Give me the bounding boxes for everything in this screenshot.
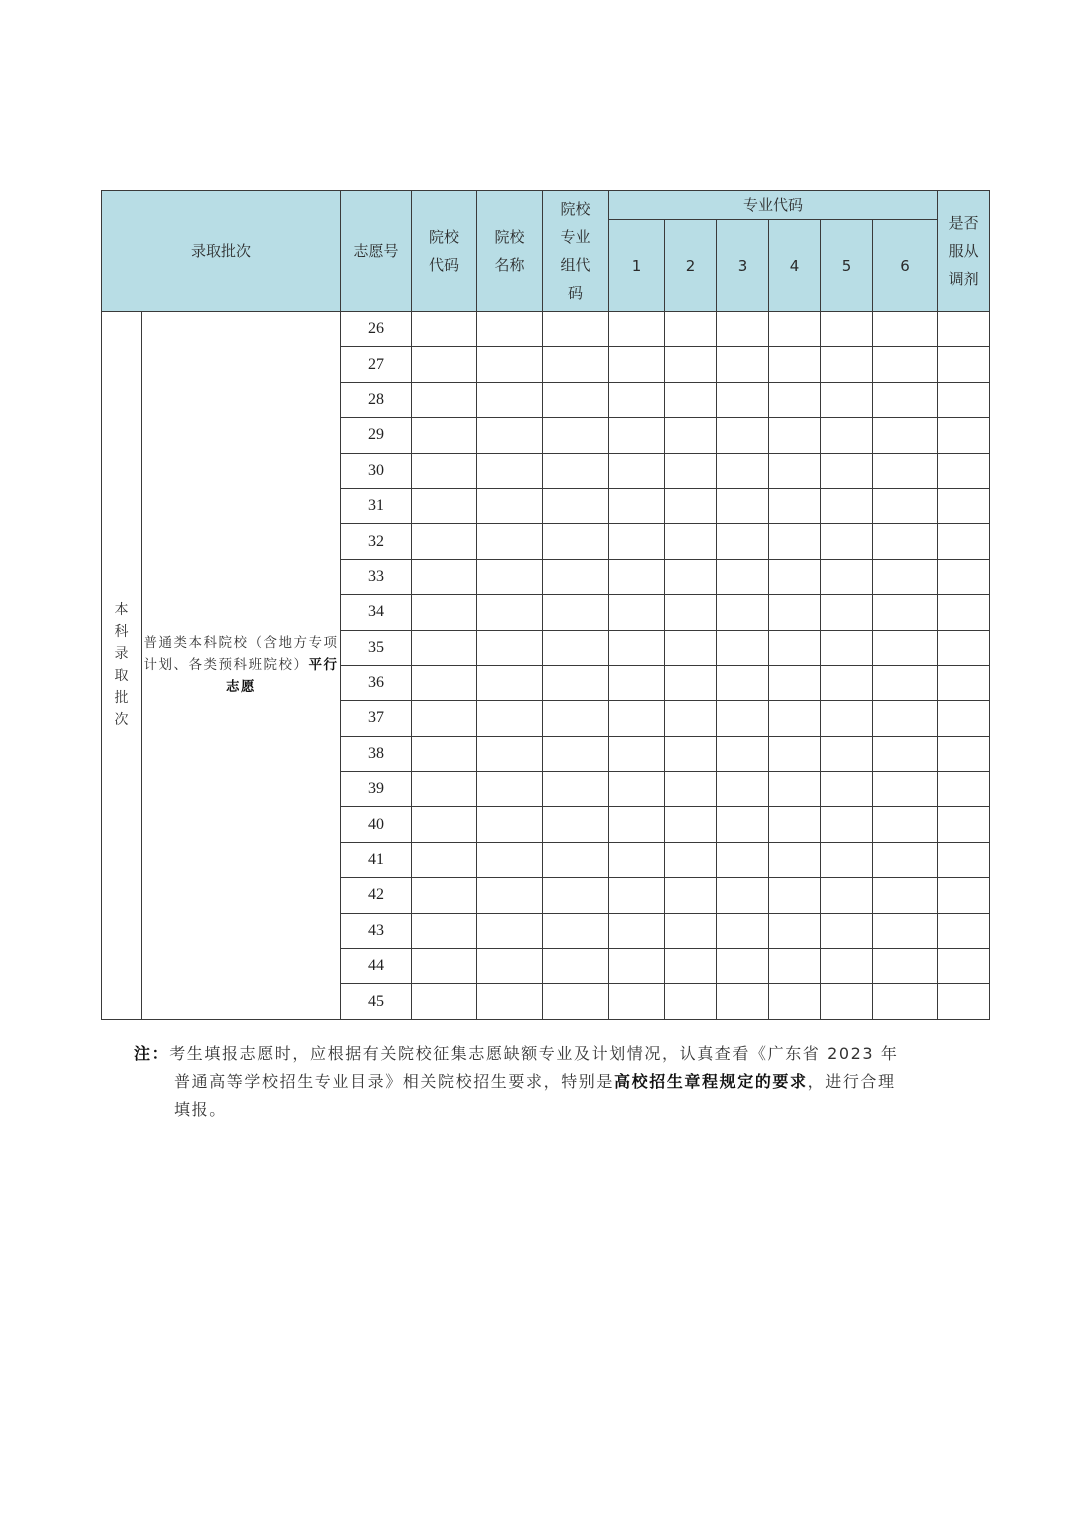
major-1-cell[interactable] bbox=[609, 488, 665, 523]
major-3-cell[interactable] bbox=[717, 453, 769, 488]
adjust-cell[interactable] bbox=[938, 913, 990, 948]
major-5-cell[interactable] bbox=[821, 913, 873, 948]
major-4-cell[interactable] bbox=[769, 736, 821, 771]
group-code-cell[interactable] bbox=[543, 878, 609, 913]
adjust-cell[interactable] bbox=[938, 665, 990, 700]
category-text: 普通类本科院校（含地方专项计划、各类预科班院校） bbox=[143, 635, 339, 674]
wish-number: 31 bbox=[341, 488, 412, 523]
major-4-cell[interactable] bbox=[769, 595, 821, 630]
adjust-cell[interactable] bbox=[938, 382, 990, 417]
adjust-cell[interactable] bbox=[938, 807, 990, 842]
school-name-cell[interactable] bbox=[477, 772, 543, 807]
major-2-cell[interactable] bbox=[665, 347, 717, 382]
wish-number: 33 bbox=[341, 559, 412, 594]
header-group-code-line4: 码 bbox=[568, 284, 584, 302]
adjust-cell[interactable] bbox=[938, 488, 990, 523]
major-3-cell[interactable] bbox=[717, 347, 769, 382]
major-2-cell[interactable] bbox=[665, 878, 717, 913]
group-code-cell[interactable] bbox=[543, 453, 609, 488]
school-code-cell[interactable] bbox=[412, 559, 477, 594]
header-wish-no: 志愿号 bbox=[341, 191, 412, 312]
school-name-cell[interactable] bbox=[477, 949, 543, 984]
major-6-cell[interactable] bbox=[873, 772, 938, 807]
major-1-cell[interactable] bbox=[609, 382, 665, 417]
major-6-cell[interactable] bbox=[873, 382, 938, 417]
major-6-cell[interactable] bbox=[873, 559, 938, 594]
batch-char: 取 bbox=[114, 668, 129, 685]
major-4-cell[interactable] bbox=[769, 913, 821, 948]
major-6-cell[interactable] bbox=[873, 807, 938, 842]
major-4-cell[interactable] bbox=[769, 382, 821, 417]
major-3-cell[interactable] bbox=[717, 913, 769, 948]
major-1-cell[interactable] bbox=[609, 736, 665, 771]
major-4-cell[interactable] bbox=[769, 418, 821, 453]
major-3-cell[interactable] bbox=[717, 595, 769, 630]
major-4-cell[interactable] bbox=[769, 347, 821, 382]
group-code-cell[interactable] bbox=[543, 807, 609, 842]
school-name-cell[interactable] bbox=[477, 878, 543, 913]
major-1-cell[interactable] bbox=[609, 559, 665, 594]
header-major-5: 5 bbox=[821, 220, 873, 312]
school-name-cell[interactable] bbox=[477, 807, 543, 842]
major-6-cell[interactable] bbox=[873, 842, 938, 877]
school-code-cell[interactable] bbox=[412, 772, 477, 807]
header-batch: 录取批次 bbox=[102, 191, 341, 312]
school-name-cell[interactable] bbox=[477, 842, 543, 877]
major-5-cell[interactable] bbox=[821, 453, 873, 488]
group-code-cell[interactable] bbox=[543, 488, 609, 523]
group-code-cell[interactable] bbox=[543, 630, 609, 665]
major-6-cell[interactable] bbox=[873, 453, 938, 488]
group-code-cell[interactable] bbox=[543, 913, 609, 948]
school-code-cell[interactable] bbox=[412, 488, 477, 523]
major-6-cell[interactable] bbox=[873, 736, 938, 771]
wish-number: 38 bbox=[341, 736, 412, 771]
batch-char: 录 bbox=[114, 646, 129, 663]
table-row bbox=[102, 312, 990, 347]
major-2-cell[interactable] bbox=[665, 630, 717, 665]
major-1-cell[interactable] bbox=[609, 453, 665, 488]
major-6-cell[interactable] bbox=[873, 312, 938, 347]
major-3-cell[interactable] bbox=[717, 488, 769, 523]
adjust-cell[interactable] bbox=[938, 524, 990, 559]
major-4-cell[interactable] bbox=[769, 949, 821, 984]
major-4-cell[interactable] bbox=[769, 807, 821, 842]
wish-number: 34 bbox=[341, 595, 412, 630]
group-code-cell[interactable] bbox=[543, 736, 609, 771]
major-6-cell[interactable] bbox=[873, 913, 938, 948]
major-1-cell[interactable] bbox=[609, 630, 665, 665]
adjust-cell[interactable] bbox=[938, 772, 990, 807]
major-5-cell[interactable] bbox=[821, 878, 873, 913]
footnote-line2 bbox=[134, 1068, 1004, 1096]
wish-number: 35 bbox=[341, 630, 412, 665]
adjust-cell[interactable] bbox=[938, 842, 990, 877]
adjust-cell[interactable] bbox=[938, 312, 990, 347]
batch-char: 本 bbox=[114, 602, 129, 619]
adjust-cell[interactable] bbox=[938, 559, 990, 594]
major-1-cell[interactable] bbox=[609, 701, 665, 736]
batch-char: 批 bbox=[114, 690, 129, 707]
major-2-cell[interactable] bbox=[665, 524, 717, 559]
major-6-cell[interactable] bbox=[873, 418, 938, 453]
header-group-code-line1: 院校 bbox=[560, 200, 591, 218]
adjust-cell[interactable] bbox=[938, 949, 990, 984]
adjust-cell[interactable] bbox=[938, 984, 990, 1019]
major-2-cell[interactable] bbox=[665, 382, 717, 417]
major-6-cell[interactable] bbox=[873, 595, 938, 630]
major-5-cell[interactable] bbox=[821, 736, 873, 771]
major-2-cell[interactable] bbox=[665, 559, 717, 594]
wish-number: 26 bbox=[341, 312, 412, 347]
major-1-cell[interactable] bbox=[609, 984, 665, 1019]
major-4-cell[interactable] bbox=[769, 630, 821, 665]
group-code-cell[interactable] bbox=[543, 418, 609, 453]
major-2-cell[interactable] bbox=[665, 842, 717, 877]
group-code-cell[interactable] bbox=[543, 842, 609, 877]
adjust-cell[interactable] bbox=[938, 736, 990, 771]
header-adjust-line3: 调剂 bbox=[948, 270, 979, 288]
major-5-cell[interactable] bbox=[821, 524, 873, 559]
footnote-line3: 填报。 bbox=[174, 1100, 227, 1119]
major-5-cell[interactable] bbox=[821, 984, 873, 1019]
major-6-cell[interactable] bbox=[873, 701, 938, 736]
group-code-cell[interactable] bbox=[543, 772, 609, 807]
adjust-cell[interactable] bbox=[938, 453, 990, 488]
major-2-cell[interactable] bbox=[665, 772, 717, 807]
header-school-code bbox=[412, 191, 477, 312]
footnote-line1: 考生填报志愿时，应根据有关院校征集志愿缺额专业及计划情况，认真查看《广东省 2023 年 bbox=[169, 1044, 899, 1063]
major-1-cell[interactable] bbox=[609, 347, 665, 382]
school-name-cell[interactable] bbox=[477, 736, 543, 771]
adjust-cell[interactable] bbox=[938, 595, 990, 630]
wish-number: 27 bbox=[341, 347, 412, 382]
school-name-cell[interactable] bbox=[477, 488, 543, 523]
major-6-cell[interactable] bbox=[873, 949, 938, 984]
major-6-cell[interactable] bbox=[873, 347, 938, 382]
school-name-cell[interactable] bbox=[477, 595, 543, 630]
major-4-cell[interactable] bbox=[769, 488, 821, 523]
major-3-cell[interactable] bbox=[717, 418, 769, 453]
header-adjust-line1: 是否 bbox=[948, 214, 979, 232]
major-6-cell[interactable] bbox=[873, 524, 938, 559]
major-5-cell[interactable] bbox=[821, 312, 873, 347]
school-name-cell[interactable] bbox=[477, 453, 543, 488]
major-1-cell[interactable] bbox=[609, 807, 665, 842]
wish-number: 36 bbox=[341, 665, 412, 700]
major-2-cell[interactable] bbox=[665, 736, 717, 771]
major-3-cell[interactable] bbox=[717, 878, 769, 913]
major-1-cell[interactable] bbox=[609, 842, 665, 877]
header-major-4: 4 bbox=[769, 220, 821, 312]
group-code-cell[interactable] bbox=[543, 312, 609, 347]
school-name-cell[interactable] bbox=[477, 524, 543, 559]
major-4-cell[interactable] bbox=[769, 665, 821, 700]
major-5-cell[interactable] bbox=[821, 488, 873, 523]
school-name-cell[interactable] bbox=[477, 701, 543, 736]
major-6-cell[interactable] bbox=[873, 665, 938, 700]
school-code-cell[interactable] bbox=[412, 878, 477, 913]
major-6-cell[interactable] bbox=[873, 488, 938, 523]
major-2-cell[interactable] bbox=[665, 488, 717, 523]
school-code-cell[interactable] bbox=[412, 382, 477, 417]
major-4-cell[interactable] bbox=[769, 878, 821, 913]
major-5-cell[interactable] bbox=[821, 559, 873, 594]
school-code-cell[interactable] bbox=[412, 347, 477, 382]
group-code-cell[interactable] bbox=[543, 382, 609, 417]
adjust-cell[interactable] bbox=[938, 418, 990, 453]
school-code-cell[interactable] bbox=[412, 913, 477, 948]
major-5-cell[interactable] bbox=[821, 807, 873, 842]
major-3-cell[interactable] bbox=[717, 736, 769, 771]
major-3-cell[interactable] bbox=[717, 772, 769, 807]
major-4-cell[interactable] bbox=[769, 559, 821, 594]
major-5-cell[interactable] bbox=[821, 701, 873, 736]
major-5-cell[interactable] bbox=[821, 418, 873, 453]
major-2-cell[interactable] bbox=[665, 949, 717, 984]
wish-number: 37 bbox=[341, 701, 412, 736]
school-code-cell[interactable] bbox=[412, 595, 477, 630]
major-1-cell[interactable] bbox=[609, 878, 665, 913]
wish-number: 40 bbox=[341, 807, 412, 842]
major-2-cell[interactable] bbox=[665, 913, 717, 948]
adjust-cell[interactable] bbox=[938, 878, 990, 913]
major-4-cell[interactable] bbox=[769, 984, 821, 1019]
adjust-cell[interactable] bbox=[938, 347, 990, 382]
school-name-cell[interactable] bbox=[477, 347, 543, 382]
school-code-cell[interactable] bbox=[412, 312, 477, 347]
wish-number: 39 bbox=[341, 772, 412, 807]
header-adjust-line2: 服从 bbox=[948, 242, 979, 260]
major-5-cell[interactable] bbox=[821, 772, 873, 807]
major-3-cell[interactable] bbox=[717, 630, 769, 665]
header-major-code: 专业代码 bbox=[609, 191, 938, 220]
footnote-label: 注： bbox=[134, 1044, 170, 1063]
school-name-cell[interactable] bbox=[477, 382, 543, 417]
major-1-cell[interactable] bbox=[609, 595, 665, 630]
school-code-cell[interactable] bbox=[412, 807, 477, 842]
major-1-cell[interactable] bbox=[609, 913, 665, 948]
school-code-cell[interactable] bbox=[412, 524, 477, 559]
school-code-cell[interactable] bbox=[412, 453, 477, 488]
major-3-cell[interactable] bbox=[717, 559, 769, 594]
major-5-cell[interactable] bbox=[821, 949, 873, 984]
major-4-cell[interactable] bbox=[769, 772, 821, 807]
adjust-cell[interactable] bbox=[938, 701, 990, 736]
major-4-cell[interactable] bbox=[769, 453, 821, 488]
header-school-name-line1: 院校 bbox=[494, 228, 525, 246]
major-3-cell[interactable] bbox=[717, 807, 769, 842]
wish-number: 43 bbox=[341, 913, 412, 948]
header-school-name bbox=[477, 191, 543, 312]
major-6-cell[interactable] bbox=[873, 878, 938, 913]
school-code-cell[interactable] bbox=[412, 630, 477, 665]
wish-number: 29 bbox=[341, 418, 412, 453]
school-name-cell[interactable] bbox=[477, 312, 543, 347]
major-2-cell[interactable] bbox=[665, 312, 717, 347]
major-3-cell[interactable] bbox=[717, 665, 769, 700]
header-school-name-line2: 名称 bbox=[494, 256, 525, 274]
group-code-cell[interactable] bbox=[543, 949, 609, 984]
major-1-cell[interactable] bbox=[609, 772, 665, 807]
major-4-cell[interactable] bbox=[769, 701, 821, 736]
major-1-cell[interactable] bbox=[609, 418, 665, 453]
major-1-cell[interactable] bbox=[609, 949, 665, 984]
wish-number: 45 bbox=[341, 984, 412, 1019]
school-name-cell[interactable] bbox=[477, 418, 543, 453]
footnote-line2-text: 普通高等学校招生专业目录》相关院校招生要求，特别是 bbox=[174, 1072, 615, 1091]
major-3-cell[interactable] bbox=[717, 701, 769, 736]
major-2-cell[interactable] bbox=[665, 418, 717, 453]
major-3-cell[interactable] bbox=[717, 949, 769, 984]
major-5-cell[interactable] bbox=[821, 630, 873, 665]
header-major-3: 3 bbox=[717, 220, 769, 312]
major-4-cell[interactable] bbox=[769, 842, 821, 877]
group-code-cell[interactable] bbox=[543, 701, 609, 736]
group-code-cell[interactable] bbox=[543, 524, 609, 559]
major-6-cell[interactable] bbox=[873, 630, 938, 665]
adjust-cell[interactable] bbox=[938, 630, 990, 665]
school-name-cell[interactable] bbox=[477, 559, 543, 594]
header-adjust bbox=[938, 191, 990, 312]
batch-char: 次 bbox=[114, 712, 129, 729]
major-2-cell[interactable] bbox=[665, 984, 717, 1019]
school-code-cell[interactable] bbox=[412, 418, 477, 453]
group-code-cell[interactable] bbox=[543, 595, 609, 630]
school-name-cell[interactable] bbox=[477, 913, 543, 948]
batch-cell bbox=[102, 312, 142, 1020]
school-name-cell[interactable] bbox=[477, 665, 543, 700]
major-2-cell[interactable] bbox=[665, 701, 717, 736]
footnote-emphasis: 高校招生章程规定的要求 bbox=[614, 1072, 808, 1091]
header-major-6: 6 bbox=[873, 220, 938, 312]
major-3-cell[interactable] bbox=[717, 984, 769, 1019]
school-name-cell[interactable] bbox=[477, 630, 543, 665]
header-major-2: 2 bbox=[665, 220, 717, 312]
wish-number: 41 bbox=[341, 842, 412, 877]
footnote bbox=[134, 1040, 1004, 1124]
major-3-cell[interactable] bbox=[717, 312, 769, 347]
wish-number: 30 bbox=[341, 453, 412, 488]
header-group-code-line3: 组代 bbox=[560, 256, 591, 274]
volunteer-form-table bbox=[101, 190, 990, 1020]
group-code-cell[interactable] bbox=[543, 984, 609, 1019]
major-3-cell[interactable] bbox=[717, 842, 769, 877]
major-4-cell[interactable] bbox=[769, 312, 821, 347]
footnote-line2-end: ，进行合理 bbox=[807, 1072, 896, 1091]
school-name-cell[interactable] bbox=[477, 984, 543, 1019]
major-2-cell[interactable] bbox=[665, 807, 717, 842]
school-code-cell[interactable] bbox=[412, 701, 477, 736]
wish-number: 44 bbox=[341, 949, 412, 984]
major-5-cell[interactable] bbox=[821, 347, 873, 382]
major-3-cell[interactable] bbox=[717, 524, 769, 559]
wish-number: 32 bbox=[341, 524, 412, 559]
major-5-cell[interactable] bbox=[821, 382, 873, 417]
group-code-cell[interactable] bbox=[543, 347, 609, 382]
major-5-cell[interactable] bbox=[821, 595, 873, 630]
category-cell bbox=[142, 312, 341, 1020]
school-code-cell[interactable] bbox=[412, 842, 477, 877]
major-2-cell[interactable] bbox=[665, 665, 717, 700]
major-3-cell[interactable] bbox=[717, 382, 769, 417]
header-group-code-line2: 专业 bbox=[560, 228, 591, 246]
wish-number: 28 bbox=[341, 382, 412, 417]
major-1-cell[interactable] bbox=[609, 524, 665, 559]
header-major-1: 1 bbox=[609, 220, 665, 312]
major-2-cell[interactable] bbox=[665, 453, 717, 488]
header-school-code-line2: 代码 bbox=[429, 256, 460, 274]
major-1-cell[interactable] bbox=[609, 312, 665, 347]
major-5-cell[interactable] bbox=[821, 665, 873, 700]
school-code-cell[interactable] bbox=[412, 949, 477, 984]
major-1-cell[interactable] bbox=[609, 665, 665, 700]
school-code-cell[interactable] bbox=[412, 665, 477, 700]
header-school-code-line1: 院校 bbox=[429, 228, 460, 246]
group-code-cell[interactable] bbox=[543, 559, 609, 594]
major-5-cell[interactable] bbox=[821, 842, 873, 877]
major-4-cell[interactable] bbox=[769, 524, 821, 559]
batch-char: 科 bbox=[114, 624, 129, 641]
school-code-cell[interactable] bbox=[412, 984, 477, 1019]
school-code-cell[interactable] bbox=[412, 736, 477, 771]
header-group-code bbox=[543, 191, 609, 312]
group-code-cell[interactable] bbox=[543, 665, 609, 700]
major-6-cell[interactable] bbox=[873, 984, 938, 1019]
wish-number: 42 bbox=[341, 878, 412, 913]
category-emphasis: 平行志愿 bbox=[226, 657, 339, 696]
major-2-cell[interactable] bbox=[665, 595, 717, 630]
